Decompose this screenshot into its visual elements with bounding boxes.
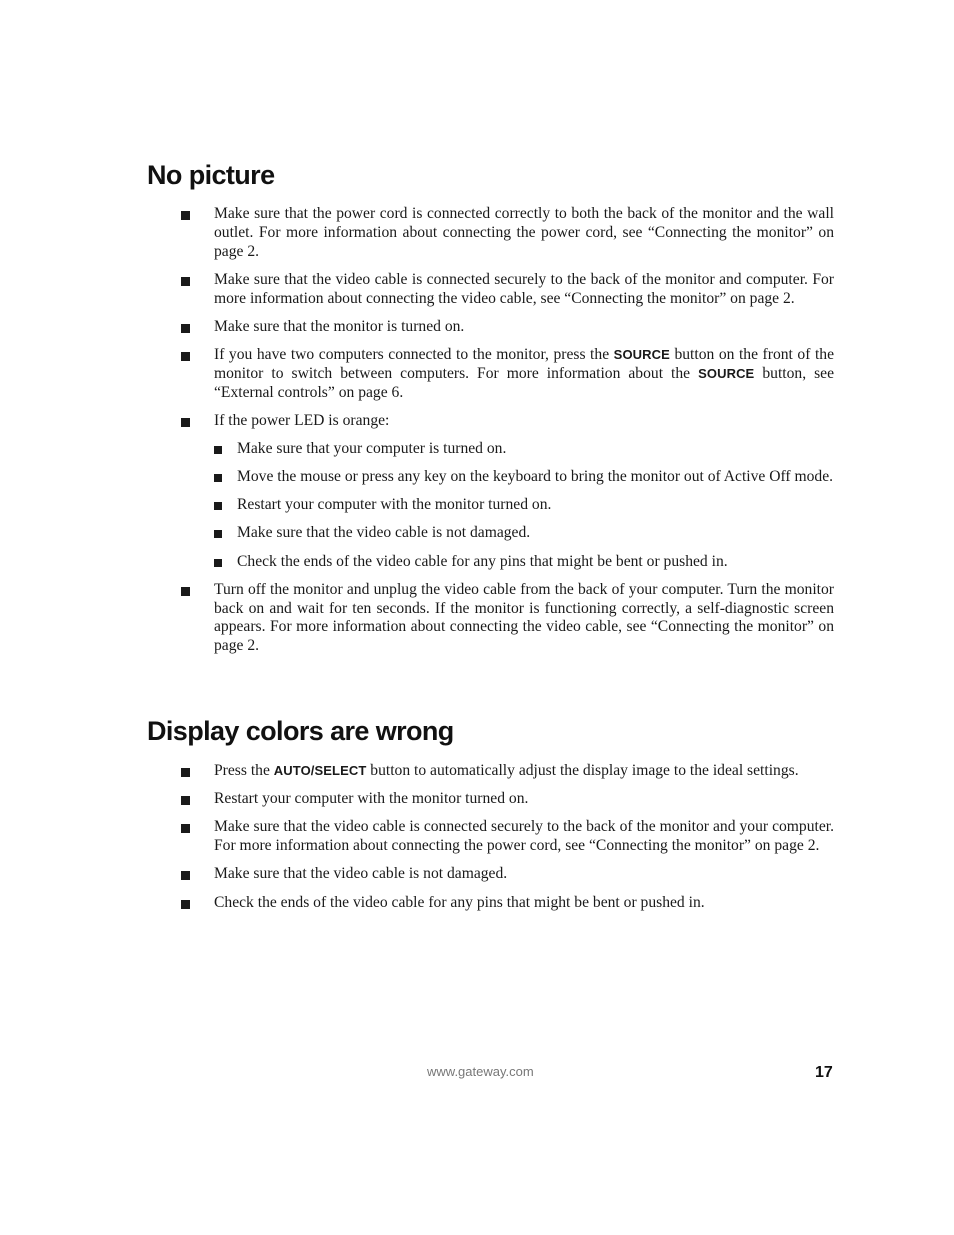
item-text: Press the <box>214 762 270 779</box>
item-text: Check the ends of the video cable for any pins that might be bent or pushed in. <box>237 552 728 570</box>
list-item <box>0 346 834 402</box>
square-bullet-icon <box>181 824 190 833</box>
item-text: If you have two computers connected to the monitor, press the <box>214 345 610 363</box>
footer-url: www.gateway.com <box>427 1064 534 1079</box>
sub-list-item <box>237 468 834 487</box>
source-button-label: SOURCE <box>698 365 755 381</box>
list-item <box>0 894 834 913</box>
square-bullet-icon <box>214 530 222 538</box>
section-heading-display-colors: Display colors are wrong <box>147 716 454 746</box>
square-bullet-icon <box>181 768 190 777</box>
item-text: Make sure that the video cable is not damaged. <box>237 524 531 542</box>
sub-list <box>214 440 834 572</box>
item-text: Make sure that the video cable is not damaged. <box>214 865 508 883</box>
list-item <box>0 271 834 309</box>
square-bullet-icon <box>181 418 190 427</box>
list-item <box>0 865 834 884</box>
auto-select-button-label: AUTO/SELECT <box>273 763 367 778</box>
square-bullet-icon <box>181 796 190 805</box>
item-text: If the power LED is orange: <box>214 411 390 429</box>
no-picture-list <box>0 205 954 665</box>
list-item <box>0 581 834 656</box>
square-bullet-icon <box>214 502 222 510</box>
square-bullet-icon <box>181 587 190 596</box>
sub-list-item <box>237 496 834 515</box>
list-item <box>0 762 834 781</box>
item-text: Make sure that the monitor is turned on. <box>214 317 465 335</box>
square-bullet-icon <box>181 900 190 909</box>
list-item <box>0 818 834 856</box>
item-text: Restart your computer with the monitor turned on. <box>237 496 552 514</box>
square-bullet-icon <box>181 211 190 220</box>
sub-list-item <box>237 440 834 459</box>
list-item <box>0 318 834 337</box>
section-heading-no-picture: No picture <box>147 160 275 190</box>
item-text: Make sure that the video cable is connected securely to the back of the monitor and computer. For more information about connecting the video cable, see “Connecting the monitor” on page 2. <box>214 270 834 307</box>
source-button-label: SOURCE <box>613 346 670 362</box>
square-bullet-icon <box>214 559 222 567</box>
list-item <box>0 412 834 572</box>
square-bullet-icon <box>181 277 190 286</box>
item-text: Check the ends of the video cable for any pins that might be bent or pushed in. <box>214 893 705 911</box>
square-bullet-icon <box>214 446 222 454</box>
item-text: Move the mouse or press any key on the keyboard to bring the monitor out of Active Off mode. <box>237 468 834 486</box>
item-text: Restart your computer with the monitor turned on. <box>214 790 529 808</box>
square-bullet-icon <box>181 352 190 361</box>
display-colors-list <box>0 762 954 922</box>
item-text: Make sure that your computer is turned on. <box>237 439 507 457</box>
item-text: Make sure that the power cord is connected correctly to both the back of the monitor and the wall outlet. For more information about connecting the power cord, see “Connecting the monitor” on page 2. <box>214 205 834 260</box>
square-bullet-icon <box>181 871 190 880</box>
item-text: button on the front of the monitor to switch between computers. For more information about the <box>214 345 834 382</box>
item-text: button, see “External controls” on page 6. <box>214 364 835 401</box>
square-bullet-icon <box>214 474 222 482</box>
sub-list-item <box>237 553 834 572</box>
item-text: Turn off the monitor and unplug the video cable from the back of your computer. Turn the monitor back on and wait for ten seconds. If the monitor is functioning correctly, a self-diagnostic screen appears. For more information about connecting the video cable, see “Connecting the monitor” on page 2. <box>214 580 834 655</box>
item-text: button to automatically adjust the display image to the ideal settings. <box>370 762 799 779</box>
item-text: Make sure that the video cable is connected securely to the back of the monitor and your computer. For more information about connecting the power cord, see “Connecting the monitor” on page 2. <box>214 818 834 855</box>
page-number: 17 <box>815 1064 833 1081</box>
sub-list-item <box>237 524 834 543</box>
list-item <box>0 790 834 809</box>
square-bullet-icon <box>181 324 190 333</box>
list-item <box>0 205 834 261</box>
